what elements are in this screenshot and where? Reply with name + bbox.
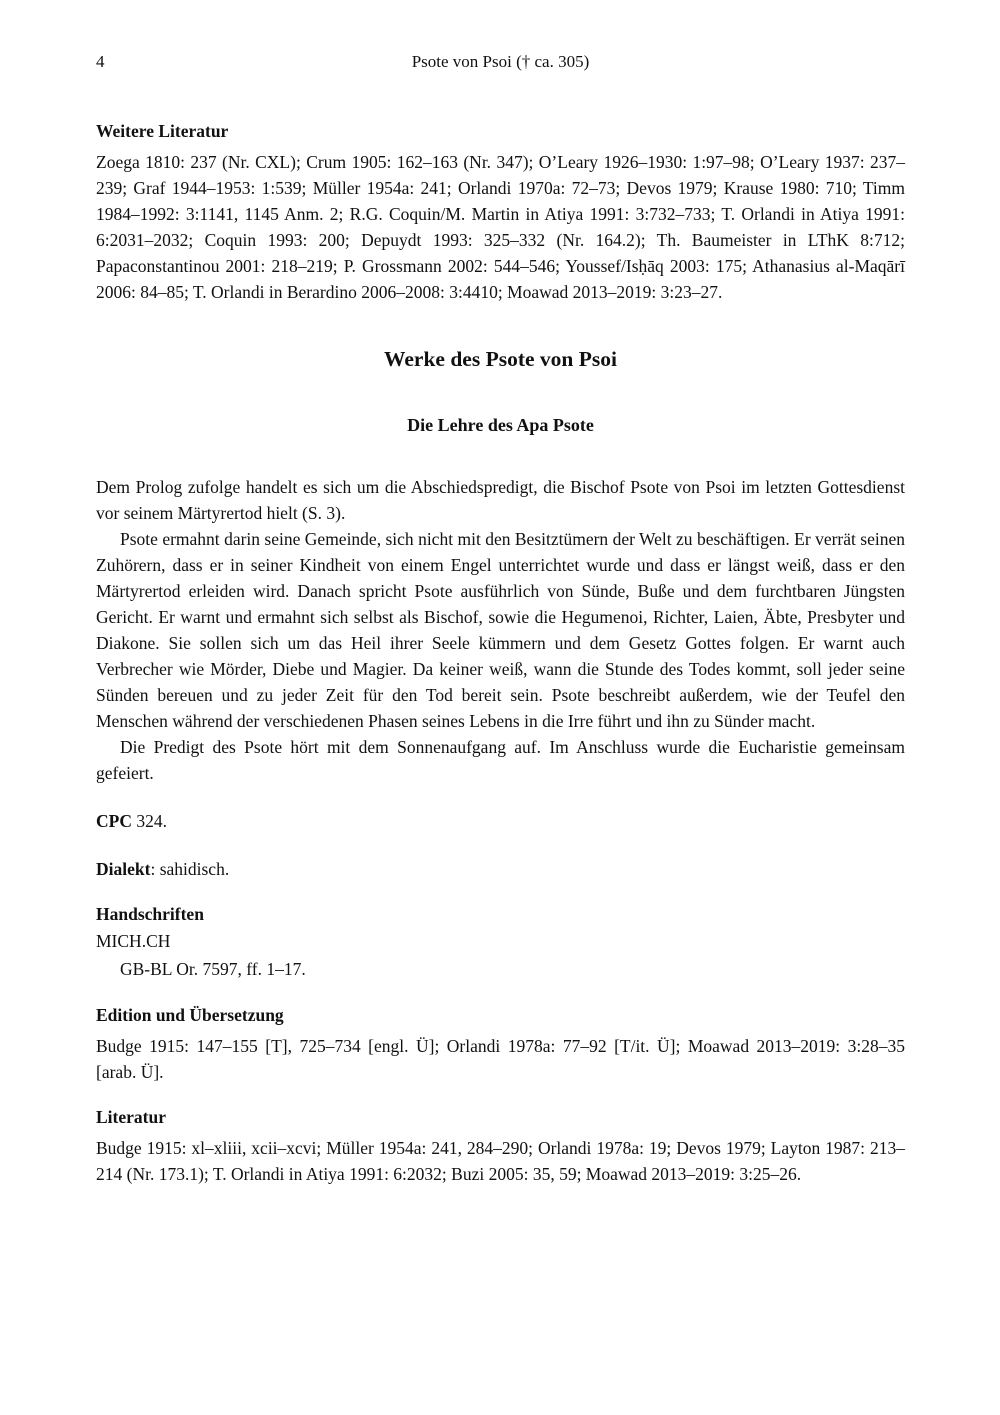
page-number: 4 — [96, 52, 105, 71]
dialekt-line — [96, 856, 905, 882]
work-subtitle: Die Lehre des Apa Psote — [407, 415, 594, 435]
cpc-line — [96, 808, 905, 834]
manuscript-shelfmark: GB-BL Or. 7597, ff. 1–17. — [120, 959, 306, 979]
section-literatur — [96, 1107, 905, 1187]
section-handschriften — [96, 904, 905, 983]
work-description — [96, 474, 905, 786]
dialekt-label: Dialekt — [96, 859, 151, 879]
edition-text: Budge 1915: 147–155 [T], 725–734 [engl. Ü]; Orlandi 1978a: 77–92 [T/it. Ü]; Moawad 2013–2019: 3:28–35 [arab. Ü]. — [96, 1036, 905, 1082]
weitere-literatur-heading: Weitere Literatur — [96, 121, 229, 141]
weitere-literatur-text: Zoega 1810: 237 (Nr. CXL); Crum 1905: 162–163 (Nr. 347); O’Leary 1926–1930: 1:97–98; O’Leary 1937: 237–239; Graf 1944–1953: 1:539; Müller 1954a: 241; Orlandi 1970a: 72–73; Devos 1979; Krause 1980: 710; Timm 1984–1992: 3:1141, 1145 Anm. 2; R.G. Coquin/M. Martin in Atiya 1991: 3:732–733; T. Orlandi in Atiya 1991: 6:2031–2032; Coquin 1993: 200; Depuydt 1993: 325–332 (Nr. 164.2); Th. Baumeister in LThK 8:712; Papaconstantinou 2001: 218–219; P. Grossmann 2002: 544–546; Youssef/Isḥāq 2003: 175; Athanasius al-Maqārī 2006: 84–85; T. Orlandi in Berardino 2006–2008: 3:4410; Moawad 2013–2019: 3:23–27. — [96, 152, 905, 302]
running-title: Psote von Psoi († ca. 305) — [411, 52, 590, 71]
paragraph: Die Predigt des Psote hört mit dem Sonnenaufgang auf. Im Anschluss wurde die Eucharistie gemeinsam gefeiert. — [96, 737, 905, 783]
manuscript-sigla: MICH.CH — [96, 931, 171, 951]
literatur-text: Budge 1915: xl–xliii, xcii–xcvi; Müller 1954a: 241, 284–290; Orlandi 1978a: 19; Devos 1979; Layton 1987: 213–214 (Nr. 173.1); T. Orlandi in Atiya 1991: 6:2032; Buzi 2005: 35, 59; Moawad 2013–2019: 3:25–26. — [96, 1138, 905, 1184]
page-header — [96, 52, 905, 74]
section-edition — [96, 1005, 905, 1085]
section-weitere-literatur — [96, 121, 905, 305]
manuscript-entry — [96, 927, 905, 983]
cpc-value: 324. — [131, 811, 167, 831]
handschriften-heading: Handschriften — [96, 904, 204, 924]
edition-heading: Edition und Übersetzung — [96, 1005, 284, 1025]
cpc-label: CPC — [96, 811, 132, 831]
dialekt-value: : sahidisch. — [150, 859, 230, 879]
works-title: Werke des Psote von Psoi — [384, 347, 617, 371]
paragraph: Dem Prolog zufolge handelt es sich um die Abschiedspredigt, die Bischof Psote von Psoi im letzten Gottesdienst vor seinem Märtyrertod hielt (S. 3). — [96, 477, 905, 523]
paragraph: Psote ermahnt darin seine Gemeinde, sich nicht mit den Besitztümern der Welt zu beschäftigen. Er verrät seinen Zuhörern, dass er in seiner Kindheit von einem Engel unterrichtet wurde und dass er längst weiß, dass er den Märtyrertod erleiden wird. Danach spricht Psote ausführlich von Sünde, Buße und dem furchtbaren Jüngsten Gericht. Er warnt und ermahnt sich selbst als Bischof, sowie die Hegumenoi, Richter, Laien, Äbte, Presbyter und Diakone. Sie sollen sich um das Heil ihrer Seele kümmern und dem Gesetz Gottes folgen. Er warnt auch Verbrecher wie Mörder, Diebe und Magier. Da keiner weiß, wann die Stunde des Todes kommt, soll jeder seine Sünden bereuen und zu jeder Zeit für den Tod bereit sein. Psote beschreibt außerdem, wie der Teufel den Menschen während der verschiedenen Phasen seines Lebens in die Irre führt und ihn zu Sünder macht. — [96, 529, 905, 731]
literatur-heading: Literatur — [96, 1107, 166, 1127]
